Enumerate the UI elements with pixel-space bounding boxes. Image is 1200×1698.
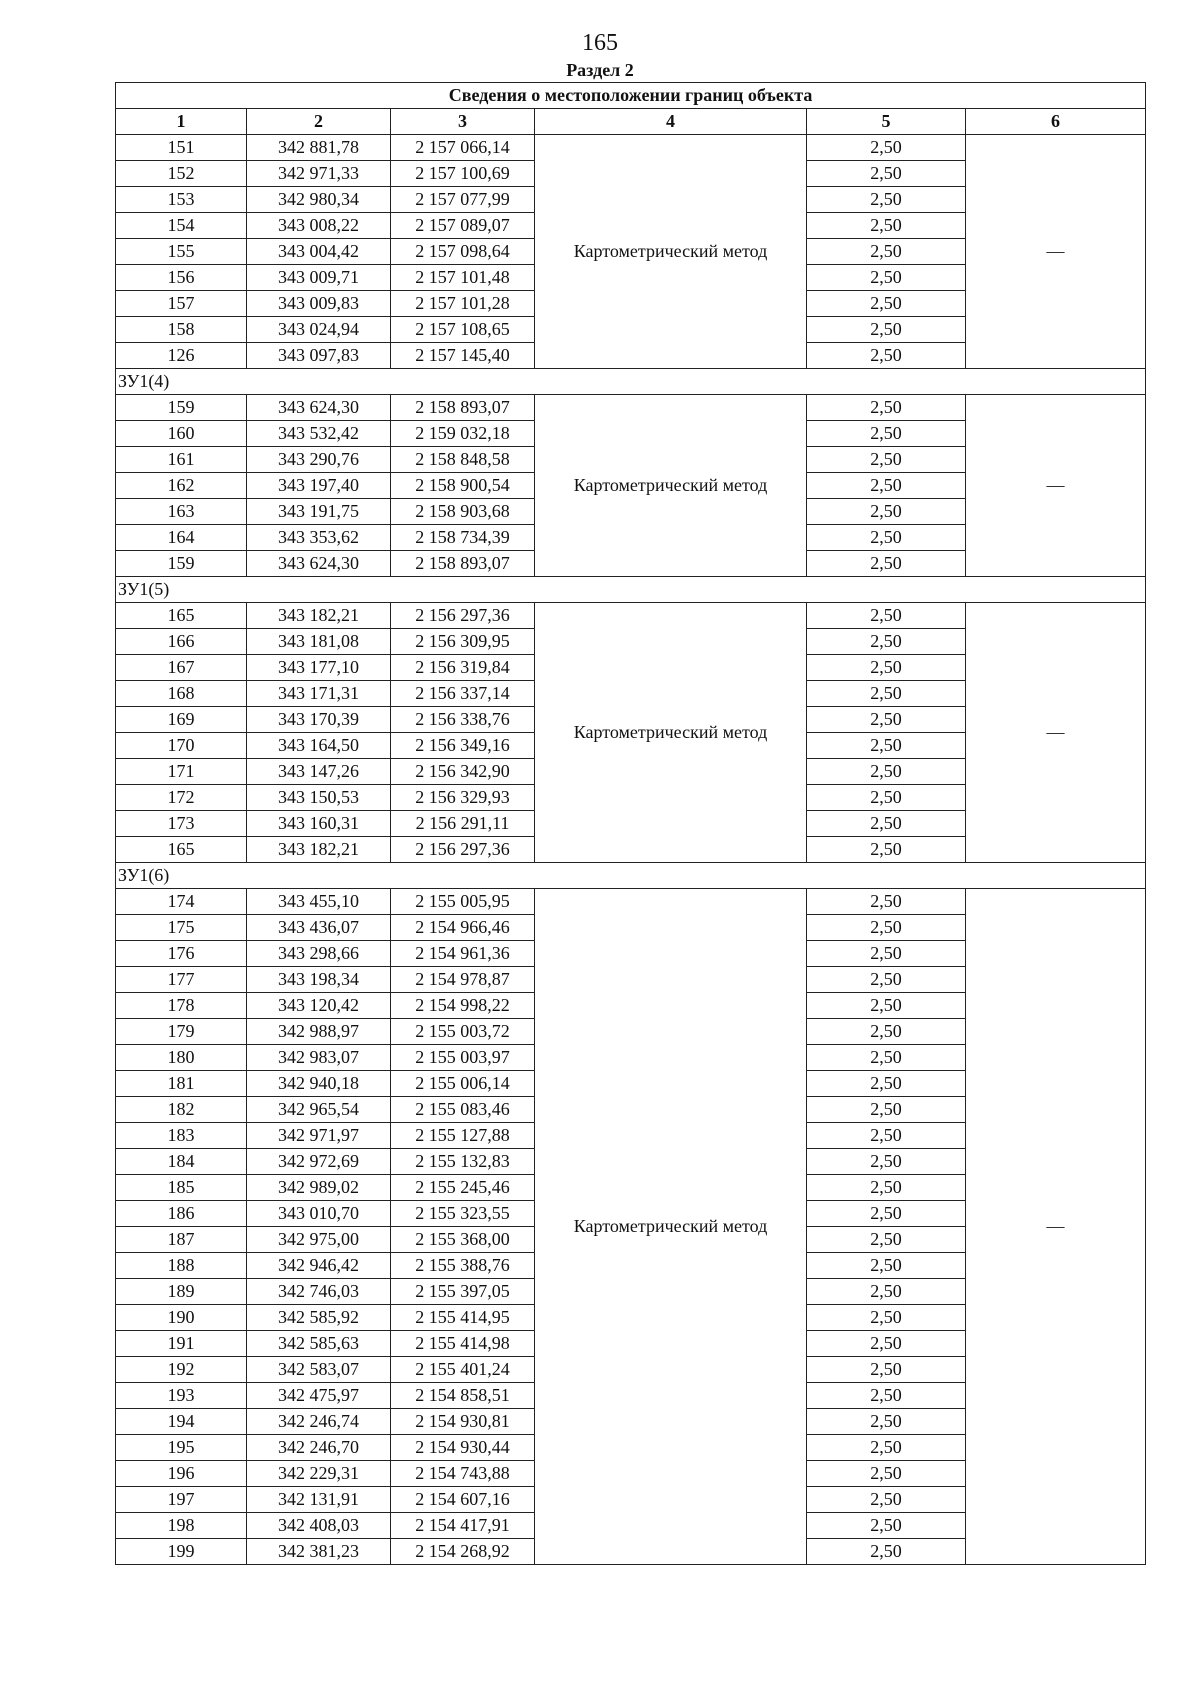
x-coordinate-cell: 343 182,21 [247,603,391,629]
x-coordinate-cell: 343 455,10 [247,889,391,915]
y-coordinate-cell: 2 156 337,14 [391,681,535,707]
group-label-row [116,369,1146,395]
point-number-cell: 197 [116,1487,247,1513]
x-coordinate-cell: 342 940,18 [247,1071,391,1097]
x-coordinate-cell: 342 975,00 [247,1227,391,1253]
y-coordinate-cell: 2 154 268,92 [391,1539,535,1565]
x-coordinate-cell: 342 246,70 [247,1435,391,1461]
precision-cell: 2,50 [807,915,966,941]
precision-cell: 2,50 [807,135,966,161]
x-coordinate-cell: 343 150,53 [247,785,391,811]
method-cell: Картометрический метод [535,135,807,369]
precision-cell: 2,50 [807,1097,966,1123]
point-number-cell: 194 [116,1409,247,1435]
table-row [116,603,1146,629]
precision-cell: 2,50 [807,1331,966,1357]
point-number-cell: 172 [116,785,247,811]
y-coordinate-cell: 2 155 132,83 [391,1149,535,1175]
point-number-cell: 155 [116,239,247,265]
table-row [116,135,1146,161]
x-coordinate-cell: 343 010,70 [247,1201,391,1227]
precision-cell: 2,50 [807,1123,966,1149]
x-coordinate-cell: 342 229,31 [247,1461,391,1487]
y-coordinate-cell: 2 154 930,44 [391,1435,535,1461]
note-cell: — [966,889,1146,1565]
x-coordinate-cell: 342 989,02 [247,1175,391,1201]
x-coordinate-cell: 343 009,71 [247,265,391,291]
point-number-cell: 191 [116,1331,247,1357]
precision-cell: 2,50 [807,993,966,1019]
precision-cell: 2,50 [807,707,966,733]
point-number-cell: 152 [116,161,247,187]
x-coordinate-cell: 342 746,03 [247,1279,391,1305]
x-coordinate-cell: 343 160,31 [247,811,391,837]
point-number-cell: 166 [116,629,247,655]
point-number-cell: 183 [116,1123,247,1149]
x-coordinate-cell: 342 965,54 [247,1097,391,1123]
precision-cell: 2,50 [807,889,966,915]
point-number-cell: 199 [116,1539,247,1565]
x-coordinate-cell: 343 171,31 [247,681,391,707]
x-coordinate-cell: 342 881,78 [247,135,391,161]
point-number-cell: 171 [116,759,247,785]
x-coordinate-cell: 342 972,69 [247,1149,391,1175]
y-coordinate-cell: 2 155 083,46 [391,1097,535,1123]
precision-cell: 2,50 [807,265,966,291]
x-coordinate-cell: 343 298,66 [247,941,391,967]
point-number-cell: 126 [116,343,247,369]
y-coordinate-cell: 2 157 100,69 [391,161,535,187]
caption-row [116,83,1146,109]
x-coordinate-cell: 343 436,07 [247,915,391,941]
y-coordinate-cell: 2 156 338,76 [391,707,535,733]
point-number-cell: 188 [116,1253,247,1279]
precision-cell: 2,50 [807,317,966,343]
y-coordinate-cell: 2 158 734,39 [391,525,535,551]
point-number-cell: 162 [116,473,247,499]
group-label: ЗУ1(4) [116,369,1146,395]
precision-cell: 2,50 [807,655,966,681]
x-coordinate-cell: 343 197,40 [247,473,391,499]
y-coordinate-cell: 2 155 003,72 [391,1019,535,1045]
y-coordinate-cell: 2 155 005,95 [391,889,535,915]
x-coordinate-cell: 343 147,26 [247,759,391,785]
note-cell: — [966,395,1146,577]
y-coordinate-cell: 2 158 848,58 [391,447,535,473]
precision-cell: 2,50 [807,239,966,265]
precision-cell: 2,50 [807,1149,966,1175]
point-number-cell: 196 [116,1461,247,1487]
x-coordinate-cell: 343 191,75 [247,499,391,525]
column-header-row [116,109,1146,135]
note-cell: — [966,135,1146,369]
precision-cell: 2,50 [807,447,966,473]
y-coordinate-cell: 2 155 127,88 [391,1123,535,1149]
point-number-cell: 190 [116,1305,247,1331]
precision-cell: 2,50 [807,1357,966,1383]
x-coordinate-cell: 342 988,97 [247,1019,391,1045]
y-coordinate-cell: 2 157 089,07 [391,213,535,239]
x-coordinate-cell: 342 381,23 [247,1539,391,1565]
precision-cell: 2,50 [807,967,966,993]
precision-cell: 2,50 [807,603,966,629]
note-cell: — [966,603,1146,863]
point-number-cell: 195 [116,1435,247,1461]
x-coordinate-cell: 343 170,39 [247,707,391,733]
precision-cell: 2,50 [807,1045,966,1071]
y-coordinate-cell: 2 157 101,48 [391,265,535,291]
point-number-cell: 182 [116,1097,247,1123]
point-number-cell: 167 [116,655,247,681]
precision-cell: 2,50 [807,1305,966,1331]
column-header: 1 [116,109,247,135]
precision-cell: 2,50 [807,1279,966,1305]
y-coordinate-cell: 2 154 607,16 [391,1487,535,1513]
y-coordinate-cell: 2 158 893,07 [391,395,535,421]
x-coordinate-cell: 342 946,42 [247,1253,391,1279]
point-number-cell: 178 [116,993,247,1019]
y-coordinate-cell: 2 154 930,81 [391,1409,535,1435]
x-coordinate-cell: 343 181,08 [247,629,391,655]
point-number-cell: 160 [116,421,247,447]
method-cell: Картометрический метод [535,395,807,577]
y-coordinate-cell: 2 156 349,16 [391,733,535,759]
column-header: 2 [247,109,391,135]
precision-cell: 2,50 [807,733,966,759]
point-number-cell: 192 [116,1357,247,1383]
x-coordinate-cell: 343 009,83 [247,291,391,317]
y-coordinate-cell: 2 154 743,88 [391,1461,535,1487]
column-header: 6 [966,109,1146,135]
point-number-cell: 186 [116,1201,247,1227]
y-coordinate-cell: 2 156 342,90 [391,759,535,785]
x-coordinate-cell: 342 971,97 [247,1123,391,1149]
y-coordinate-cell: 2 157 145,40 [391,343,535,369]
precision-cell: 2,50 [807,1227,966,1253]
precision-cell: 2,50 [807,551,966,577]
y-coordinate-cell: 2 157 108,65 [391,317,535,343]
y-coordinate-cell: 2 156 297,36 [391,837,535,863]
y-coordinate-cell: 2 155 397,05 [391,1279,535,1305]
precision-cell: 2,50 [807,291,966,317]
point-number-cell: 170 [116,733,247,759]
y-coordinate-cell: 2 155 414,98 [391,1331,535,1357]
precision-cell: 2,50 [807,1513,966,1539]
precision-cell: 2,50 [807,213,966,239]
precision-cell: 2,50 [807,343,966,369]
x-coordinate-cell: 343 004,42 [247,239,391,265]
table-body [116,135,1146,1565]
group-label: ЗУ1(5) [116,577,1146,603]
precision-cell: 2,50 [807,161,966,187]
precision-cell: 2,50 [807,499,966,525]
x-coordinate-cell: 342 585,63 [247,1331,391,1357]
point-number-cell: 156 [116,265,247,291]
y-coordinate-cell: 2 155 368,00 [391,1227,535,1253]
x-coordinate-cell: 343 164,50 [247,733,391,759]
point-number-cell: 184 [116,1149,247,1175]
precision-cell: 2,50 [807,1435,966,1461]
x-coordinate-cell: 343 290,76 [247,447,391,473]
x-coordinate-cell: 343 120,42 [247,993,391,1019]
table-row [116,889,1146,915]
point-number-cell: 174 [116,889,247,915]
group-label-row [116,577,1146,603]
method-cell: Картометрический метод [535,603,807,863]
x-coordinate-cell: 343 353,62 [247,525,391,551]
y-coordinate-cell: 2 154 998,22 [391,993,535,1019]
precision-cell: 2,50 [807,1461,966,1487]
section-title: Раздел 2 [566,60,634,80]
y-coordinate-cell: 2 154 961,36 [391,941,535,967]
point-number-cell: 179 [116,1019,247,1045]
point-number-cell: 187 [116,1227,247,1253]
x-coordinate-cell: 342 475,97 [247,1383,391,1409]
point-number-cell: 165 [116,837,247,863]
point-number-cell: 153 [116,187,247,213]
y-coordinate-cell: 2 157 101,28 [391,291,535,317]
precision-cell: 2,50 [807,421,966,447]
point-number-cell: 193 [116,1383,247,1409]
y-coordinate-cell: 2 155 388,76 [391,1253,535,1279]
y-coordinate-cell: 2 156 297,36 [391,603,535,629]
x-coordinate-cell: 343 177,10 [247,655,391,681]
method-cell: Картометрический метод [535,889,807,1565]
precision-cell: 2,50 [807,1019,966,1045]
x-coordinate-cell: 343 182,21 [247,837,391,863]
precision-cell: 2,50 [807,811,966,837]
precision-cell: 2,50 [807,187,966,213]
precision-cell: 2,50 [807,525,966,551]
point-number-cell: 151 [116,135,247,161]
precision-cell: 2,50 [807,681,966,707]
precision-cell: 2,50 [807,395,966,421]
x-coordinate-cell: 343 624,30 [247,551,391,577]
y-coordinate-cell: 2 158 893,07 [391,551,535,577]
x-coordinate-cell: 342 971,33 [247,161,391,187]
y-coordinate-cell: 2 155 401,24 [391,1357,535,1383]
y-coordinate-cell: 2 158 900,54 [391,473,535,499]
precision-cell: 2,50 [807,1383,966,1409]
point-number-cell: 185 [116,1175,247,1201]
point-number-cell: 181 [116,1071,247,1097]
y-coordinate-cell: 2 159 032,18 [391,421,535,447]
precision-cell: 2,50 [807,1201,966,1227]
y-coordinate-cell: 2 155 006,14 [391,1071,535,1097]
group-label: ЗУ1(6) [116,863,1146,889]
precision-cell: 2,50 [807,1071,966,1097]
boundary-coordinates-table [115,82,1146,1565]
point-number-cell: 154 [116,213,247,239]
point-number-cell: 163 [116,499,247,525]
precision-cell: 2,50 [807,785,966,811]
precision-cell: 2,50 [807,941,966,967]
x-coordinate-cell: 342 131,91 [247,1487,391,1513]
y-coordinate-cell: 2 154 417,91 [391,1513,535,1539]
column-header: 3 [391,109,535,135]
y-coordinate-cell: 2 156 309,95 [391,629,535,655]
point-number-cell: 180 [116,1045,247,1071]
point-number-cell: 168 [116,681,247,707]
point-number-cell: 189 [116,1279,247,1305]
y-coordinate-cell: 2 157 066,14 [391,135,535,161]
column-header: 5 [807,109,966,135]
point-number-cell: 158 [116,317,247,343]
x-coordinate-cell: 343 008,22 [247,213,391,239]
point-number-cell: 159 [116,551,247,577]
y-coordinate-cell: 2 155 003,97 [391,1045,535,1071]
x-coordinate-cell: 342 583,07 [247,1357,391,1383]
point-number-cell: 161 [116,447,247,473]
point-number-cell: 164 [116,525,247,551]
point-number-cell: 165 [116,603,247,629]
precision-cell: 2,50 [807,1253,966,1279]
y-coordinate-cell: 2 158 903,68 [391,499,535,525]
x-coordinate-cell: 342 983,07 [247,1045,391,1071]
y-coordinate-cell: 2 157 098,64 [391,239,535,265]
x-coordinate-cell: 343 198,34 [247,967,391,993]
x-coordinate-cell: 343 532,42 [247,421,391,447]
x-coordinate-cell: 343 097,83 [247,343,391,369]
precision-cell: 2,50 [807,1409,966,1435]
precision-cell: 2,50 [807,1487,966,1513]
group-label-row [116,863,1146,889]
point-number-cell: 176 [116,941,247,967]
precision-cell: 2,50 [807,473,966,499]
y-coordinate-cell: 2 156 319,84 [391,655,535,681]
precision-cell: 2,50 [807,837,966,863]
precision-cell: 2,50 [807,1539,966,1565]
x-coordinate-cell: 342 246,74 [247,1409,391,1435]
y-coordinate-cell: 2 155 323,55 [391,1201,535,1227]
y-coordinate-cell: 2 157 077,99 [391,187,535,213]
precision-cell: 2,50 [807,1175,966,1201]
y-coordinate-cell: 2 154 966,46 [391,915,535,941]
x-coordinate-cell: 342 980,34 [247,187,391,213]
point-number-cell: 157 [116,291,247,317]
y-coordinate-cell: 2 155 245,46 [391,1175,535,1201]
page-number: 165 [582,30,618,56]
precision-cell: 2,50 [807,759,966,785]
point-number-cell: 169 [116,707,247,733]
point-number-cell: 177 [116,967,247,993]
x-coordinate-cell: 343 024,94 [247,317,391,343]
point-number-cell: 198 [116,1513,247,1539]
precision-cell: 2,50 [807,629,966,655]
y-coordinate-cell: 2 156 329,93 [391,785,535,811]
y-coordinate-cell: 2 155 414,95 [391,1305,535,1331]
column-header: 4 [535,109,807,135]
y-coordinate-cell: 2 154 978,87 [391,967,535,993]
point-number-cell: 159 [116,395,247,421]
point-number-cell: 175 [116,915,247,941]
point-number-cell: 173 [116,811,247,837]
y-coordinate-cell: 2 156 291,11 [391,811,535,837]
x-coordinate-cell: 342 585,92 [247,1305,391,1331]
y-coordinate-cell: 2 154 858,51 [391,1383,535,1409]
x-coordinate-cell: 343 624,30 [247,395,391,421]
table-caption: Сведения о местоположении границ объекта [116,83,1146,109]
table-row [116,395,1146,421]
x-coordinate-cell: 342 408,03 [247,1513,391,1539]
